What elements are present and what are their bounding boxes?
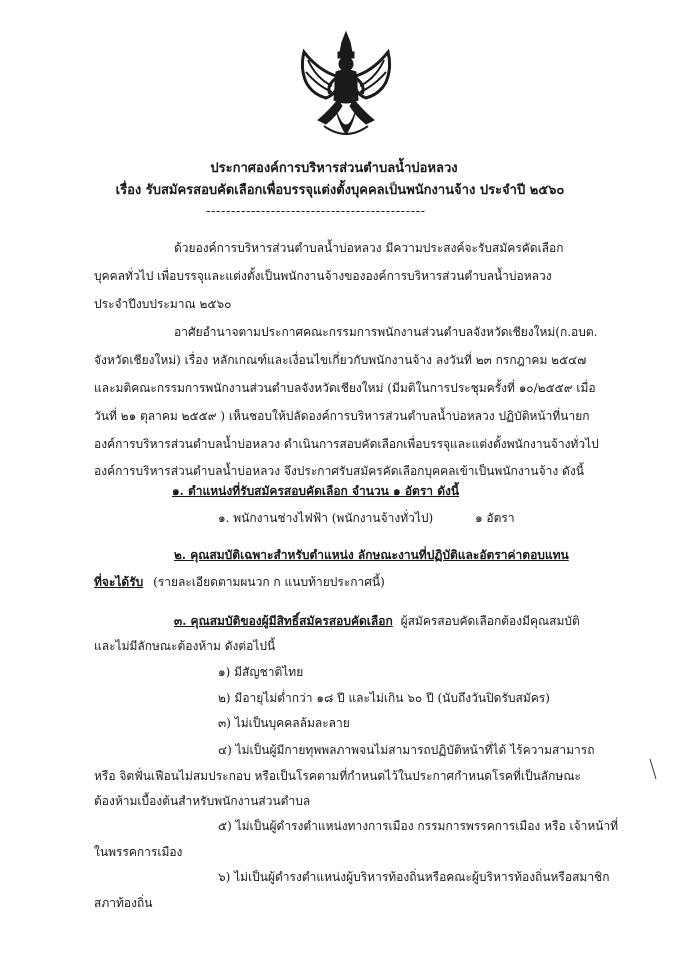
qualification-3: ๓) ไม่เป็นบุคคลล้มละลาย (218, 716, 350, 730)
intro-p2-line1: อาศัยอำนาจตามประกาศคณะกรรมการพนักงานส่วนตำบลจังหวัดเชียงใหม่(ก.อบต. (174, 325, 598, 339)
garuda-emblem-icon (296, 30, 396, 142)
intro-p2-line2: จังหวัดเชียงใหม่) เรื่อง หลักเกณฑ์และเงื่อนไขเกี่ยวกับพนักงานจ้าง ลงวันที่ ๒๓ กรกฎาคม ๒๕๔๗ (94, 353, 587, 367)
section1-item: ๑. พนักงานช่างไฟฟ้า (พนักงานจ้างทั่วไป) (218, 511, 434, 525)
announcement-subject: เรื่อง รับสมัครสอบคัดเลือกเพื่อบรรจุแต่งตั้งบุคคลเป็นพนักงานจ้าง ประจำปี ๒๕๖๐ (115, 183, 565, 198)
section3-heading-rest: ผู้สมัครสอบคัดเลือกต้องมีคุณสมบัติ (400, 614, 580, 628)
title-divider: -------------------------------------------- (206, 204, 426, 219)
qualification-5-line1: ๕) ไม่เป็นผู้ดำรงตำแหน่งทางการเมือง กรรมการพรรคการเมือง หรือ เจ้าหน้าที่ (218, 819, 619, 833)
qualification-6-line1: ๖) ไม่เป็นผู้ดำรงตำแหน่งผู้บริหารท้องถิ่นหรือคณะผู้บริหารท้องถิ่นหรือสมาชิก (218, 870, 610, 884)
intro-p1-line3: ประจำปีงบประมาณ ๒๕๖๐ (94, 297, 232, 311)
intro-p2-line4: วันที่ ๒๑ ตุลาคม ๒๕๕๙ ) เห็นชอบให้ปลัดองค์การบริหารส่วนตำบลน้ำบ่อหลวง ปฏิบัติหน้าที่นายก (94, 409, 590, 423)
qualification-6-line2: สภาท้องถิ่น (94, 896, 153, 910)
announcement-title: ประกาศองค์การบริหารส่วนตำบลน้ำบ่อหลวง (210, 161, 458, 176)
intro-p2-line5: องค์การบริหารส่วนตำบลน้ำบ่อหลวง ดำเนินการสอบคัดเลือกเพื่อบรรจุและแต่งตั้งพนักงานจ้างทั่วไป (94, 437, 599, 451)
section3-intro-line2: และไม่มีลักษณะต้องห้าม ดังต่อไปนี้ (94, 639, 276, 653)
section1-item-count: ๑ อัตรา (475, 511, 515, 525)
section1-heading: ๑. ตำแหน่งที่รับสมัครสอบคัดเลือก จำนวน ๑ อัตรา ดังนี้ (172, 484, 460, 498)
section2-heading-line2: ที่จะได้รับ (94, 575, 144, 589)
qualification-4-line3: ต้องห้ามเบื้องต้นสำหรับพนักงานส่วนตำบล (94, 794, 311, 808)
qualification-1: ๑) มีสัญชาติไทย (218, 665, 304, 679)
qualification-2: ๒) มีอายุไม่ต่ำกว่า ๑๘ ปี และไม่เกิน ๖๐ ปี (นับถึงวันปิดรับสมัคร) (218, 691, 550, 705)
intro-p1-line2: บุคคลทั่วไป เพื่อบรรจุและแต่งตั้งเป็นพนักงานจ้างขององค์การบริหารส่วนตำบลน้ำบ่อหลวง (94, 269, 552, 283)
qualification-4-line2: หรือ จิตฟั่นเฟือนไม่สมประกอบ หรือเป็นโรคตามที่กำหนดไว้ในประกาศกำหนดโรคที่เป็นลักษณะ (94, 769, 581, 783)
section2-note: (รายละเอียดตามผนวก ก แนบท้ายประกาศนี้) (153, 575, 385, 589)
section3-heading: ๓. คุณสมบัติของผู้มีสิทธิ์สมัครสอบคัดเลือก (174, 614, 393, 628)
intro-p2-line3: และมติคณะกรรมการพนักงานส่วนตำบลจังหวัดเชียงใหม่ (มีมติในการประชุมครั้งที่ ๑๐/๒๕๕๙ เมื่อ (94, 381, 596, 395)
intro-p1-line1: ด้วยองค์การบริหารส่วนตำบลน้ำบ่อหลวง มีความประสงค์จะรับสมัครคัดเลือก (174, 241, 564, 255)
qualification-5-line2: ในพรรคการเมือง (94, 845, 183, 859)
stray-mark (649, 758, 657, 780)
qualification-4-line1: ๔) ไม่เป็นผู้มีกายทุพพลภาพจนไม่สามารถปฏิบัติหน้าที่ได้ ไร้ความสามารถ (218, 743, 595, 757)
section2-heading-line1: ๒. คุณสมบัติเฉพาะสำหรับตำแหน่ง ลักษณะงานที่ปฏิบัติและอัตราค่าตอบแทน (174, 548, 569, 562)
intro-p2-line6: องค์การบริหารส่วนตำบลน้ำบ่อหลวง จึงประกาศรับสมัครคัดเลือกบุคคลเข้าเป็นพนักงานจ้าง ดังนี้ (94, 464, 584, 478)
